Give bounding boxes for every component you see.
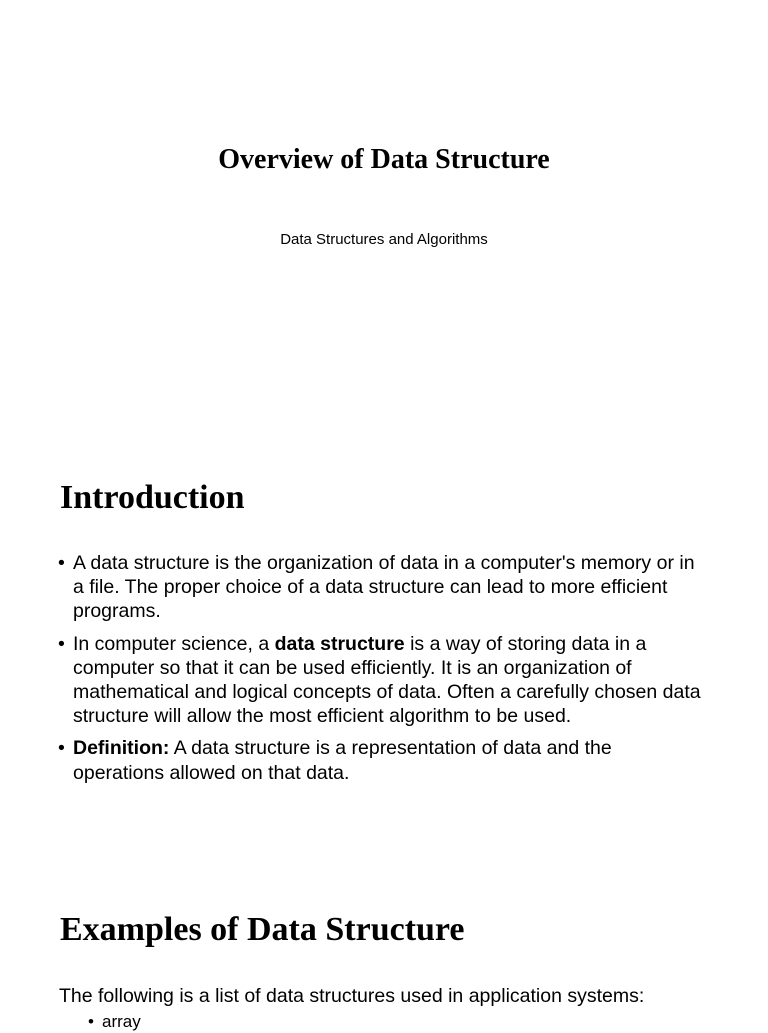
list-item (88, 1011, 141, 1033)
list-item (58, 736, 708, 784)
examples-heading: Examples of Data Structure (60, 911, 465, 948)
examples-list (88, 1011, 141, 1033)
title-slide (0, 0, 768, 440)
page-title: Overview of Data Structure (218, 144, 550, 175)
list-item (58, 551, 708, 624)
introduction-bullet-list (58, 551, 708, 793)
bullet-text: A data structure is the organization of data in a computer's memory or in a file. The proper choice of a data structure can lead to more efficient programs. (73, 552, 695, 623)
bullet-icon: • (58, 552, 65, 574)
definition-label: Definition: (73, 737, 170, 760)
example-item-text: array (102, 1012, 141, 1031)
bullet-text-prefix: In computer science, a (73, 632, 275, 655)
list-item (58, 632, 708, 729)
bullet-icon: • (88, 1012, 94, 1031)
bullet-text-suffix: is a way of storing data in a computer so that it can be used efficiently. It is an organization of mathematical and logical concepts of data. Often a carefully chosen data structure will allow the most efficient algorithm to be used. (73, 632, 701, 728)
introduction-heading: Introduction (60, 479, 245, 516)
bullet-icon: • (58, 737, 65, 760)
bullet-bold-term: data structure (274, 632, 405, 655)
examples-lead-text: The following is a list of data structures used in application systems: (59, 985, 645, 1007)
page-subtitle: Data Structures and Algorithms (280, 231, 488, 248)
definition-text: A data structure is a representation of data and the operations allowed on that data. (73, 737, 612, 784)
bullet-icon: • (58, 632, 65, 655)
